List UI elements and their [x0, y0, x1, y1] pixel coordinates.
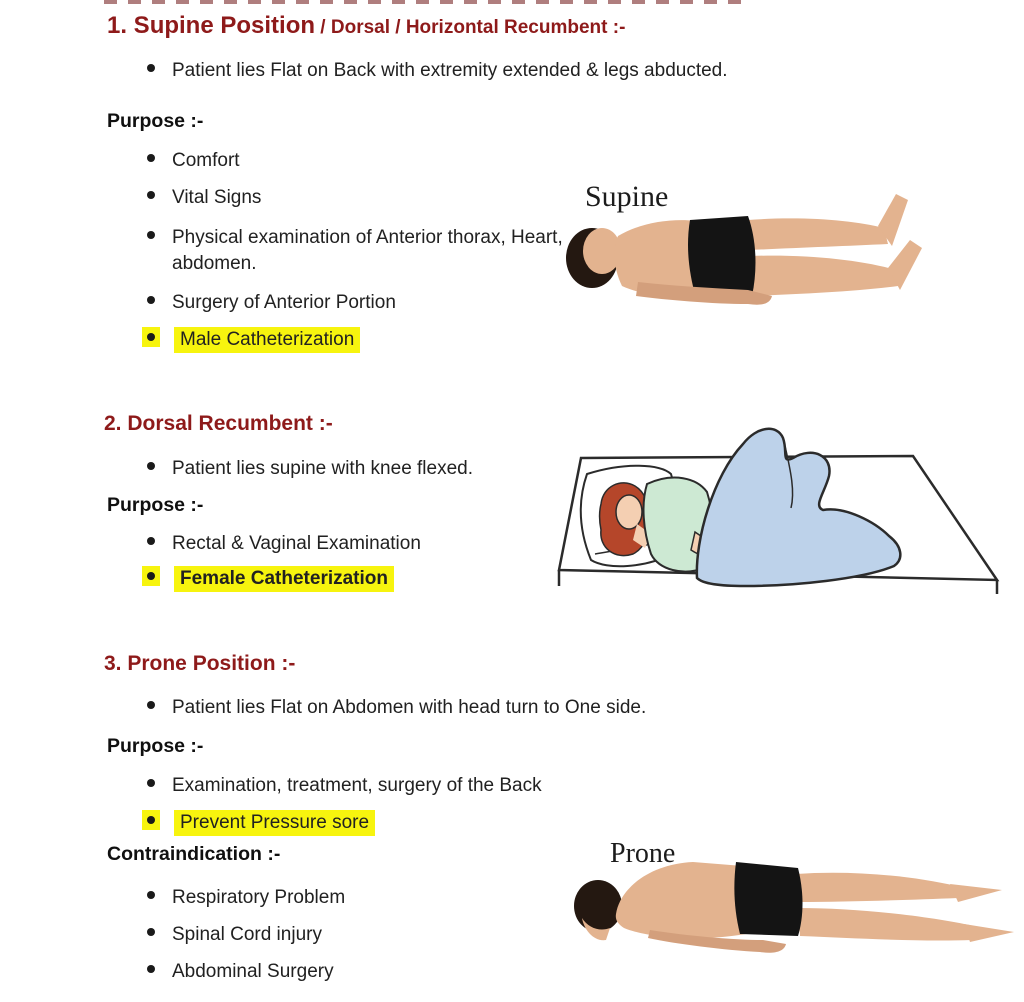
- contra-item-text: Spinal Cord injury: [172, 924, 322, 945]
- contra-item-text: Respiratory Problem: [172, 887, 346, 908]
- list-item: [142, 148, 240, 174]
- purpose-item-text: Examination, treatment, surgery of the Back: [172, 775, 542, 796]
- bullet-dot-icon: [142, 148, 160, 168]
- leg-shape: [748, 218, 888, 250]
- section-1-intro-text: Patient lies Flat on Back with extremity extended & legs abducted.: [172, 60, 728, 81]
- list-item: [142, 290, 396, 316]
- section-1-intro-item: [142, 58, 728, 84]
- list-item-highlighted: [142, 327, 360, 353]
- list-item-highlighted: [142, 810, 375, 836]
- list-item: [142, 773, 542, 799]
- section-1-heading-sub: / Dorsal / Horizontal Recumbent :-: [315, 17, 626, 38]
- prone-illustration: [558, 826, 1020, 966]
- bullet-dot-icon: [142, 58, 160, 78]
- supine-illustration: [552, 158, 952, 326]
- bullet-dot-icon: [142, 810, 160, 830]
- supine-figure: [552, 158, 952, 326]
- purpose-item-text: Rectal & Vaginal Examination: [172, 533, 421, 554]
- bullet-dot-icon: [142, 922, 160, 942]
- section-3-intro-item: [142, 695, 646, 721]
- list-item: [142, 885, 345, 911]
- list-item: [142, 225, 572, 277]
- prone-figure: [558, 826, 1020, 966]
- bullet-dot-icon: [142, 695, 160, 715]
- list-item: [142, 531, 421, 557]
- list-item-highlighted: [142, 566, 394, 592]
- section-1-heading: [107, 12, 625, 40]
- purpose-item-text: Surgery of Anterior Portion: [172, 292, 396, 313]
- bullet-dot-icon: [142, 225, 160, 245]
- purpose-item-text: Female Catheterization: [174, 566, 394, 592]
- purpose-item-text: Prevent Pressure sore: [174, 810, 375, 836]
- section-2-intro-text: Patient lies supine with knee flexed.: [172, 458, 474, 479]
- hair-shape: [574, 880, 622, 932]
- bullet-dot-icon: [142, 566, 160, 586]
- purpose-item-text: Physical examination of Anterior thorax, Heart, abdomen.: [172, 227, 563, 274]
- supine-figure-label: Supine: [585, 180, 669, 213]
- face-shape: [616, 495, 642, 529]
- bullet-dot-icon: [142, 773, 160, 793]
- leg-shape: [750, 256, 898, 296]
- foot-shape: [950, 884, 1002, 902]
- bullet-dot-icon: [142, 885, 160, 905]
- bullet-dot-icon: [142, 327, 160, 347]
- section-3-contraindication-label: Contraindication :-: [107, 843, 281, 865]
- leg-shape: [796, 873, 958, 902]
- shorts-shape: [734, 862, 802, 936]
- purpose-item-text: Male Catheterization: [174, 327, 360, 353]
- section-3-intro-text: Patient lies Flat on Abdomen with head turn to One side.: [172, 697, 647, 718]
- section-1-purpose-label: Purpose :-: [107, 110, 204, 132]
- dorsal-recumbent-illustration: [545, 412, 1024, 597]
- section-2-heading: 2. Dorsal Recumbent :-: [104, 412, 333, 435]
- list-item: [142, 922, 322, 948]
- section-3-purpose-label: Purpose :-: [107, 735, 204, 757]
- bullet-dot-icon: [142, 959, 160, 979]
- torso-shape: [616, 862, 746, 938]
- dorsal-recumbent-figure: [545, 412, 1024, 597]
- bullet-dot-icon: [142, 290, 160, 310]
- foot-shape: [964, 924, 1014, 942]
- bullet-dot-icon: [142, 185, 160, 205]
- cropped-text-artifact: [104, 0, 749, 4]
- bullet-dot-icon: [142, 456, 160, 476]
- shorts-shape: [688, 216, 755, 298]
- prone-figure-label: Prone: [610, 838, 676, 869]
- section-2-intro-item: [142, 456, 473, 482]
- leg-shape: [798, 908, 974, 941]
- list-item: [142, 185, 261, 211]
- section-3-heading: 3. Prone Position :-: [104, 652, 296, 675]
- list-item: [142, 959, 334, 985]
- section-2-purpose-label: Purpose :-: [107, 494, 204, 516]
- purpose-item-text: Vital Signs: [172, 187, 262, 208]
- purpose-item-text: Comfort: [172, 150, 240, 171]
- bullet-dot-icon: [142, 531, 160, 551]
- section-1-heading-main: 1. Supine Position: [107, 12, 316, 39]
- contra-item-text: Abdominal Surgery: [172, 961, 334, 982]
